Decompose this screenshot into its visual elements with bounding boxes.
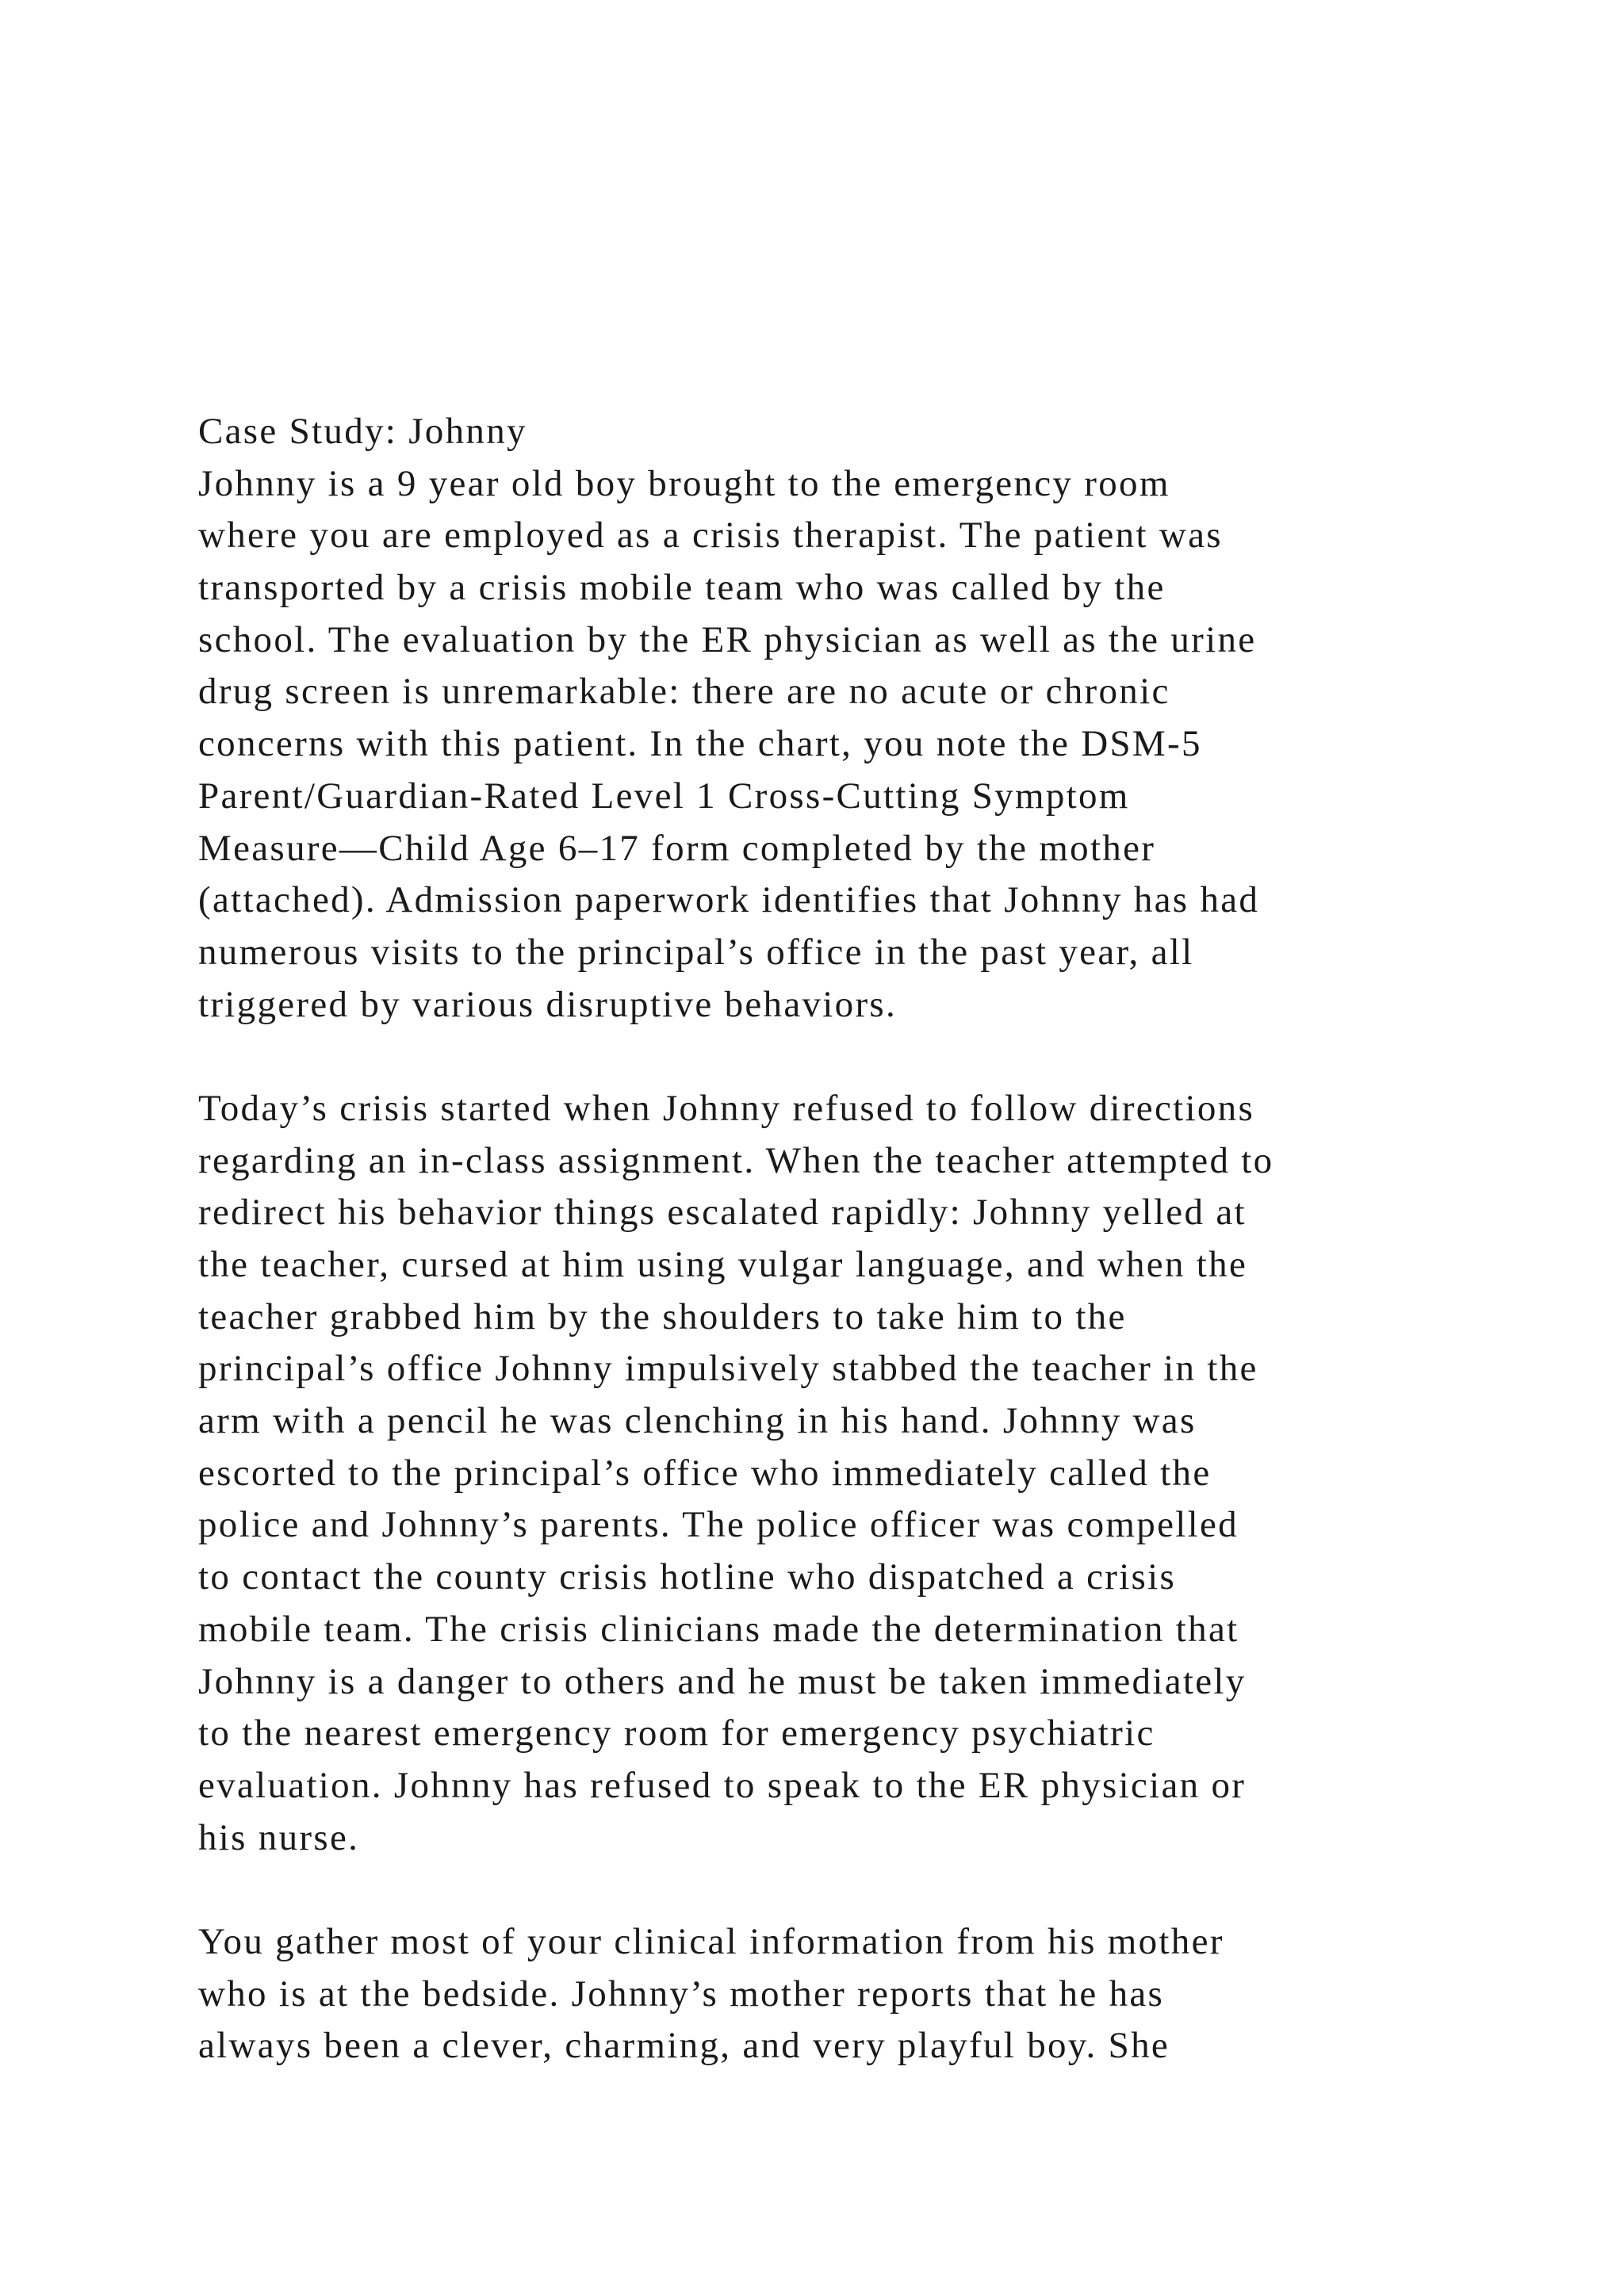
text-line: transported by a crisis mobile team who was called by the	[198, 567, 1166, 609]
text-line: redirect his behavior things escalated rapidly: Johnny yelled at	[198, 1192, 1247, 1234]
text-line: Johnny is a danger to others and he must be taken immediately	[198, 1660, 1247, 1702]
text-line: regarding an in-class assignment. When the teacher attempted to	[198, 1139, 1274, 1181]
text-line: Measure—Child Age 6–17 form completed by the mother	[198, 827, 1156, 869]
text-line: (attached). Admission paperwork identifies that Johnny has had	[198, 879, 1260, 921]
text-line: mobile team. The crisis clinicians made the determination that	[198, 1608, 1239, 1650]
text-line: evaluation. Johnny has refused to speak to the ER physician or	[198, 1764, 1247, 1806]
text-line: You gather most of your clinical information from his mother	[198, 1920, 1224, 1962]
text-line: numerous visits to the principal’s office in the past year, all	[198, 931, 1194, 973]
text-line: his nurse.	[198, 1816, 360, 1858]
text-line: to contact the county crisis hotline who dispatched a crisis	[198, 1556, 1177, 1598]
paragraph-gap	[198, 1864, 1507, 1916]
document-body	[198, 406, 1507, 2072]
text-line: teacher grabbed him by the shoulders to take him to the	[198, 1295, 1127, 1337]
text-line: arm with a pencil he was clenching in his hand. Johnny was	[198, 1400, 1197, 1442]
text-line: triggered by various disruptive behaviors.	[198, 983, 898, 1025]
text-line: school. The evaluation by the ER physician as well as the urine	[198, 618, 1257, 660]
text-line: Johnny is a 9 year old boy brought to the emergency room	[198, 462, 1170, 504]
text-line: where you are employed as a crisis therapist. The patient was	[198, 515, 1223, 557]
paragraph	[198, 1083, 1507, 1864]
text-line: always been a clever, charming, and very playful boy. She	[198, 2025, 1170, 2067]
text-line: police and Johnny’s parents. The police officer was compelled	[198, 1504, 1239, 1546]
text-line: the teacher, cursed at him using vulgar language, and when the	[198, 1244, 1248, 1285]
text-line: escorted to the principal’s office who immediately called the	[198, 1452, 1212, 1494]
text-line: who is at the bedside. Johnny’s mother reports that he has	[198, 1973, 1165, 2015]
paragraph	[198, 406, 1507, 1031]
text-line: Parent/Guardian-Rated Level 1 Cross-Cutting Symptom	[198, 775, 1130, 817]
text-line: Today’s crisis started when Johnny refused to follow directions	[198, 1087, 1255, 1129]
text-line: to the nearest emergency room for emergency psychiatric	[198, 1712, 1155, 1755]
text-line: concerns with this patient. In the chart, you note the DSM-5	[198, 723, 1202, 765]
text-line: drug screen is unremarkable: there are no acute or chronic	[198, 671, 1170, 713]
text-line: principal’s office Johnny impulsively stabbed the teacher in the	[198, 1348, 1258, 1390]
paragraph-gap	[198, 1031, 1507, 1083]
case-study-title: Case Study: Johnny	[198, 411, 527, 452]
paragraph	[198, 1916, 1507, 2072]
